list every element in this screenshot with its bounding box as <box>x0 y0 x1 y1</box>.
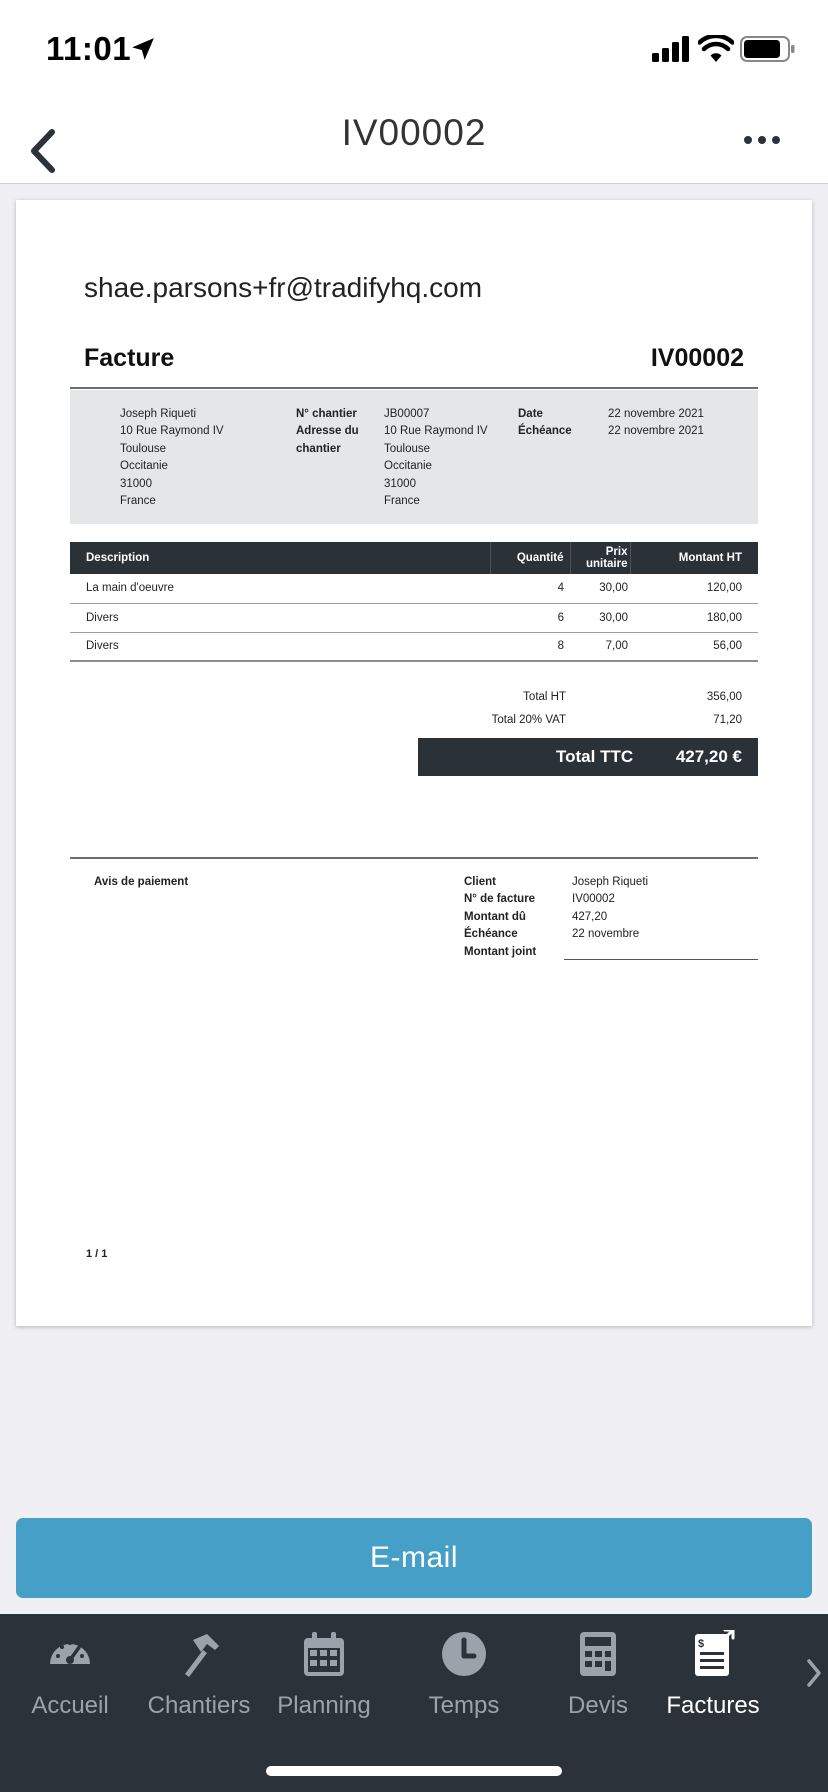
line-items-table <box>70 542 758 662</box>
hammer-icon <box>175 1630 223 1678</box>
column-header: Description <box>70 542 490 574</box>
invoice-preview <box>16 200 812 1326</box>
table-row: Divers 6 30,00 180,00 <box>70 603 758 632</box>
nav-bar <box>0 98 828 184</box>
totals-labels: Total HT Total 20% VAT <box>491 691 566 726</box>
wifi-icon <box>698 35 734 62</box>
location-arrow-icon <box>130 36 156 62</box>
cellular-signal-icon <box>652 36 690 62</box>
tab-label: Accueil <box>31 1692 109 1719</box>
calculator-icon <box>574 1630 622 1678</box>
divider <box>70 387 758 389</box>
tab-label: Factures <box>666 1692 760 1719</box>
amount-attached-line <box>564 959 758 960</box>
page-title: IV00002 <box>341 112 487 153</box>
payment-labels: Client N° de facture Montant dû Échéance Montant joint <box>464 876 537 958</box>
tab-label: Planning <box>277 1692 371 1719</box>
tab-devis[interactable] <box>548 1614 648 1724</box>
chevron-right-icon[interactable] <box>804 1656 824 1690</box>
payment-values: Joseph Riqueti IV00002 427,20 22 novembre <box>572 876 649 941</box>
column-header: Prix unitaire <box>570 542 630 574</box>
clock-icon <box>440 1630 488 1678</box>
tab-temps[interactable] <box>412 1614 516 1724</box>
invoice-info-box <box>70 390 758 524</box>
more-options-icon[interactable] <box>740 128 784 152</box>
calendar-icon <box>300 1630 348 1678</box>
tab-label: Chantiers <box>147 1692 251 1719</box>
tab-label: Devis <box>567 1692 628 1719</box>
status-bar <box>0 0 828 98</box>
grand-total <box>418 738 758 776</box>
invoice-icon <box>689 1630 737 1678</box>
table-row: La main d'oeuvre 4 30,00 120,00 <box>70 574 758 603</box>
grand-total-label: Total TTC <box>556 747 634 766</box>
speedometer-icon <box>46 1630 94 1678</box>
divider <box>70 857 758 859</box>
payment-notice-title: Avis de paiement <box>94 876 189 888</box>
svg-text:$: $ <box>698 1638 705 1650</box>
tab-chantiers[interactable] <box>142 1614 256 1724</box>
page-number: 1 / 1 <box>86 1248 108 1260</box>
column-header: Quantité <box>490 542 570 574</box>
table-row: Divers 8 7,00 56,00 <box>70 632 758 661</box>
totals-values: 356,00 71,20 <box>706 691 742 726</box>
grand-total-value: 427,20 € <box>675 747 742 766</box>
client-address: Joseph Riqueti 10 Rue Raymond IV Toulouse Occitanie 31000 France <box>120 408 224 508</box>
status-time: 11:01 <box>46 30 132 67</box>
sender-email: shae.parsons+fr@tradifyhq.com <box>84 272 483 303</box>
invoice-title: Facture <box>84 344 175 372</box>
job-labels: N° chantier Adresse du chantier <box>296 408 359 455</box>
tab-factures[interactable] <box>660 1614 766 1724</box>
date-labels: Date Échéance <box>518 408 572 438</box>
tab-accueil[interactable] <box>16 1614 124 1724</box>
invoice-number: IV00002 <box>650 344 744 372</box>
tab-label: Temps <box>428 1692 500 1719</box>
email-button[interactable]: E-mail <box>16 1518 812 1598</box>
job-address: JB00007 10 Rue Raymond IV Toulouse Occitanie 31000 France <box>384 408 488 508</box>
table-header-row <box>70 542 758 574</box>
date-values: 22 novembre 2021 22 novembre 2021 <box>608 408 704 438</box>
tab-planning[interactable] <box>268 1614 380 1724</box>
column-header: Montant HT <box>630 542 758 574</box>
home-indicator[interactable] <box>266 1766 562 1776</box>
battery-icon <box>740 36 796 62</box>
